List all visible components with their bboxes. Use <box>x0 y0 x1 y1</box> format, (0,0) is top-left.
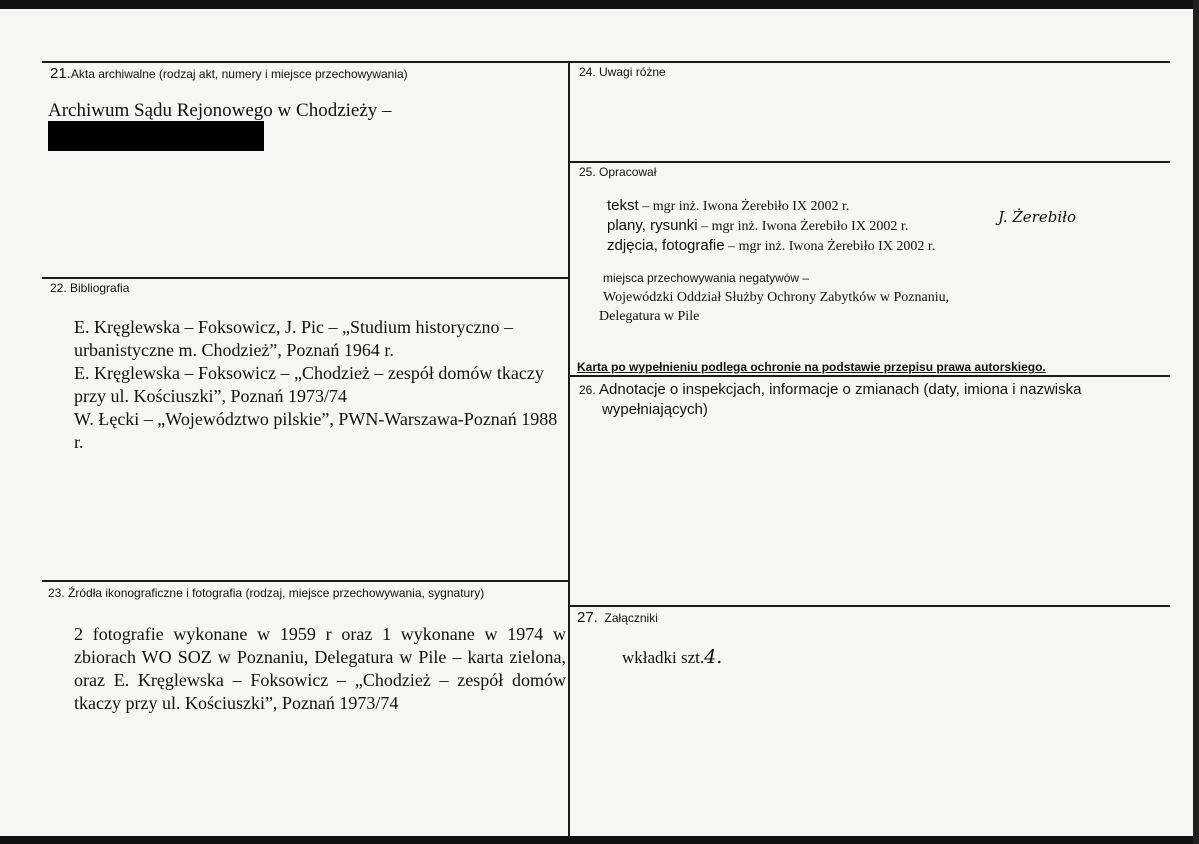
author-row: zdjęcia, fotografie – mgr inż. Iwona Żerebiło IX 2002 r. <box>607 237 936 254</box>
authors-list <box>607 196 935 256</box>
bibliography-list <box>74 316 564 454</box>
section21-header <box>50 65 408 82</box>
negatives-location-2: Delegatura w Pile <box>599 309 700 324</box>
bibliography-entry: W. Łęcki – „Województwo pilskie”, PWN-Warszawa-Poznań 1988 r. <box>74 409 558 452</box>
divider-26-27 <box>570 605 1170 607</box>
scan-right-edge <box>1193 0 1199 844</box>
negatives-location-1: Wojewódzki Oddział Służby Ochrony Zabytków w Poznaniu, <box>603 290 950 305</box>
divider-22-23 <box>42 580 570 582</box>
bibliography-entry: E. Kręglewska – Foksowicz, J. Pic – „Studium historyczno – urbanistyczne m. Chodzież”, Poznań 1964 r. <box>74 317 513 360</box>
divider-24-25 <box>570 161 1170 163</box>
bibliography-entry: E. Kręglewska – Foksowicz – „Chodzież – zespół domów tkaczy przy ul. Kościuszki”, Poznań 1973/74 <box>74 363 544 406</box>
redaction-bar <box>48 121 264 151</box>
scan-top-edge <box>0 0 1199 9</box>
attachments-text: wkładki szt.4. <box>622 646 723 668</box>
divider-21-22 <box>42 277 570 279</box>
center-divider <box>568 61 570 837</box>
section26-header: 26. Adnotacje o inspekcjach, informacje o zmianach (daty, imiona i nazwiska wypełniających) <box>579 381 1082 418</box>
section21-label: Akta archiwalne (rodzaj akt, numery i miejsce przechowywania) <box>70 67 408 81</box>
author-row: tekst – mgr inż. Iwona Żerebiło IX 2002 r. <box>607 197 850 214</box>
section25-label: 25. Opracował <box>579 165 657 179</box>
top-border <box>42 61 1170 63</box>
section21-number: 21. <box>50 65 71 82</box>
handwritten-signature: J. Żerebiło <box>998 208 1077 226</box>
author-row: plany, rysunki – mgr inż. Iwona Żerebiło IX 2002 r. <box>607 217 909 234</box>
negatives-label: miejsca przechowywania negatywów – <box>603 271 810 285</box>
scan-bottom-edge <box>0 836 1199 844</box>
section23-text: 2 fotografie wykonane w 1959 r oraz 1 wykonane w 1974 w zbiorach WO SOZ w Poznaniu, Delegatura w Pile – karta zielona, oraz E. Kręglewska – Foksowicz – „Chodzież – zespół domów tkaczy przy ul. Kościuszki”, Poznań 1973/74 <box>74 624 566 713</box>
section23-label: 23. Źródła ikonograficzne i fotografia (rodzaj, miejsce przechowywania, sygnatury) <box>48 586 485 600</box>
section22-label: 22. Bibliografia <box>50 281 130 295</box>
divider-25-26 <box>570 375 1170 377</box>
section27-header: 27. Załączniki <box>577 609 658 626</box>
copyright-notice: Karta po wypełnieniu podlega ochronie na podstawie przepisu prawa autorskiego. <box>577 360 1046 374</box>
section21-text: Archiwum Sądu Rejonowego w Chodzieży – <box>48 100 392 121</box>
section24-label: 24. Uwagi różne <box>579 65 666 79</box>
attachments-count: 4. <box>704 646 723 668</box>
